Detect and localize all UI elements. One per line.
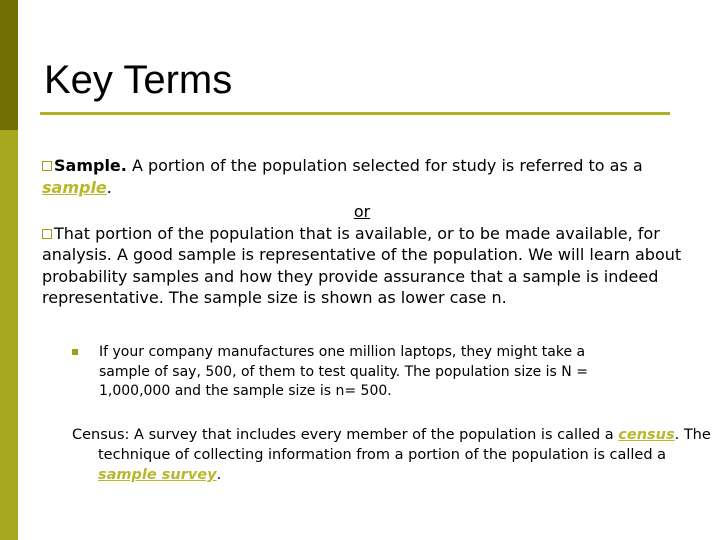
square-bullet-icon [42, 229, 52, 239]
slide-title: Key Terms [44, 58, 233, 102]
sample-term: sample [42, 177, 107, 197]
available-population-text: That portion of the population that is available, or to be made available, for analysis. A good sample is representative of the population. We will learn about probability samples and how they provide assurance that a sample is indeed representative. The sample size is shown as lower case n. [42, 223, 682, 307]
sample-survey-term: sample survey [98, 467, 217, 483]
paragraph-sample [42, 155, 682, 198]
census-definition [72, 425, 718, 485]
slide-body [42, 155, 682, 309]
or-divider-text: or [353, 202, 371, 221]
census-term: census [618, 427, 675, 443]
paragraph-available-population [42, 223, 682, 309]
square-bullet-icon [42, 161, 52, 171]
filled-square-bullet-icon [72, 349, 78, 355]
census-text: : A survey that includes every member of the population is called a [124, 427, 619, 443]
sidebar-accent-dark [0, 0, 18, 130]
title-divider [40, 112, 670, 115]
sample-lead: Sample. [54, 156, 127, 175]
sample-tail: . [106, 177, 112, 197]
census-tail: . [216, 467, 222, 483]
sidebar-accent-light [0, 130, 18, 540]
sample-definition: A portion of the population selected for study is referred to as a [126, 156, 643, 175]
laptop-example-item [56, 343, 636, 402]
laptop-example-text: If your company manufactures one million laptops, they might take a sample of say, 500, of them to test quality. The population size is N = 1,000,000 and the sample size is n= 500. [99, 344, 588, 399]
census-lead: Census [72, 427, 125, 443]
census-text-2: . The technique of collecting information from a portion of the population is called a [98, 427, 711, 463]
